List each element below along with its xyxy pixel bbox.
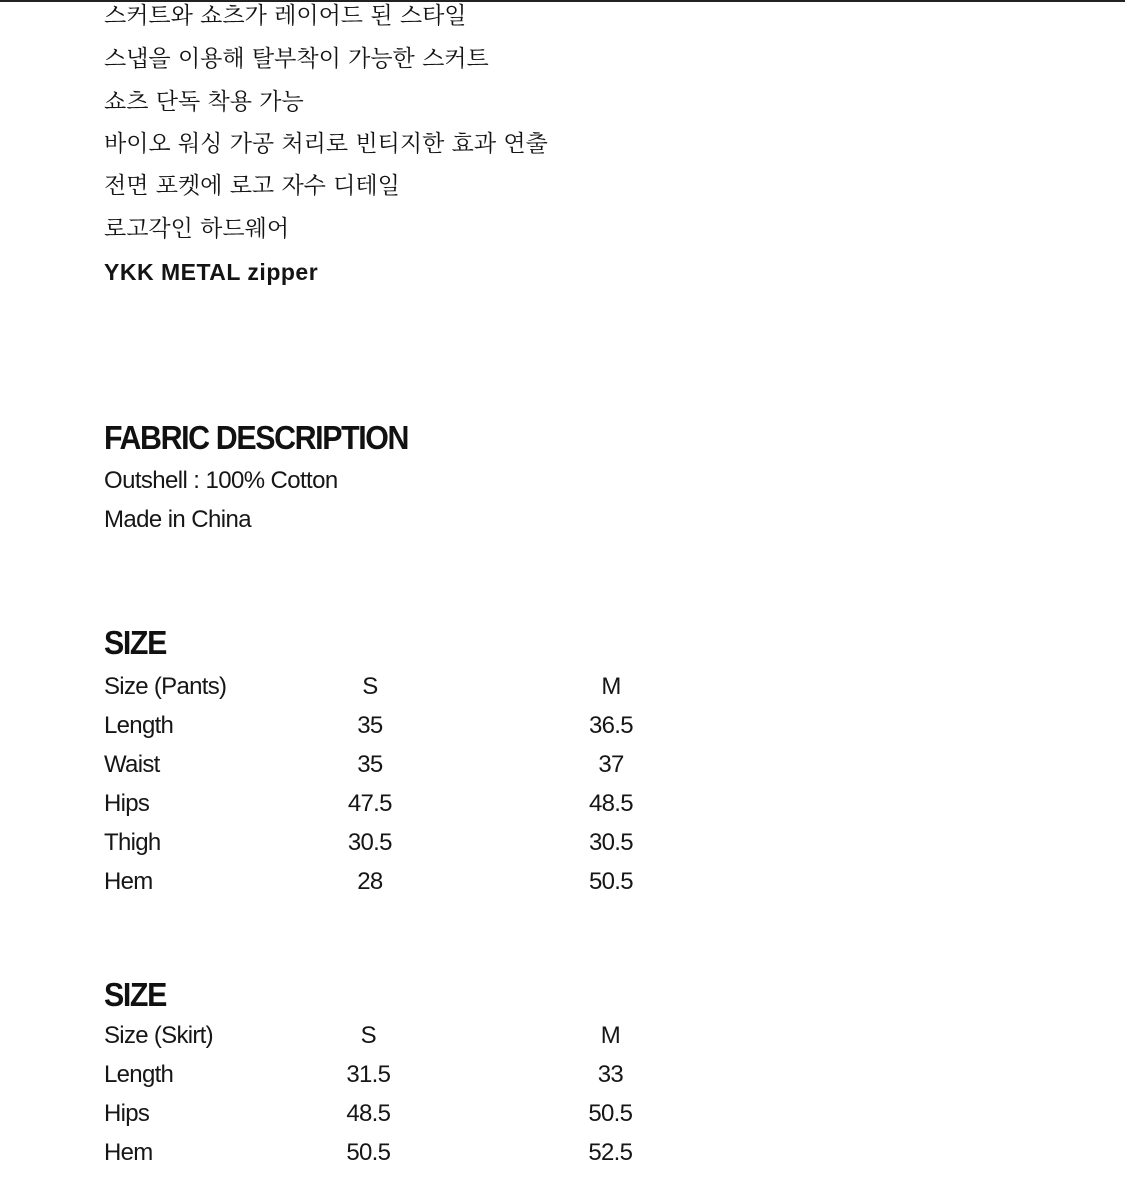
table-cell: 52.5 [588, 1138, 633, 1166]
table-row [104, 784, 704, 823]
table-row [104, 745, 704, 784]
feature-item: 스냅을 이용해 탈부착이 가능한 스커트 [104, 46, 489, 72]
table-header-cell: S [362, 672, 378, 700]
feature-item: 쇼츠 단독 착용 가능 [104, 89, 304, 115]
table-row [104, 862, 704, 901]
table-row [104, 823, 704, 862]
size-pants-table [104, 667, 704, 901]
feature-item: 스커트와 쇼츠가 레이어드 된 스타일 [104, 3, 467, 29]
table-header-cell: Size (Pants) [104, 672, 227, 700]
feature-item: 로고각인 하드웨어 [104, 216, 290, 242]
table-header-cell: S [360, 1021, 376, 1049]
table-cell: 37 [598, 750, 624, 778]
fabric-outshell: Outshell : 100% Cotton [104, 467, 338, 494]
table-header-cell: M [600, 1021, 620, 1049]
size-skirt-heading: SIZE [104, 976, 166, 1013]
table-row [104, 706, 704, 745]
table-cell: 48.5 [346, 1099, 391, 1127]
table-cell: Length [104, 711, 174, 739]
table-row [104, 1094, 704, 1133]
table-header-cell: Size (Skirt) [104, 1021, 213, 1049]
size-skirt-table [104, 1016, 704, 1172]
table-cell: 28 [357, 867, 383, 895]
table-cell: 50.5 [346, 1138, 391, 1166]
table-cell: Hips [104, 1099, 150, 1127]
feature-item: 전면 포켓에 로고 자수 디테일 [104, 173, 400, 199]
table-row [104, 1055, 704, 1094]
table-cell: 35 [357, 711, 383, 739]
table-cell: Hem [104, 867, 153, 895]
table-cell: 30.5 [347, 828, 392, 856]
table-cell: 36.5 [589, 711, 633, 739]
feature-item: YKK METAL zipper [104, 259, 319, 285]
table-cell: 50.5 [589, 867, 633, 895]
table-header-cell: M [601, 672, 621, 700]
table-cell: 31.5 [346, 1060, 391, 1088]
table-cell: 30.5 [589, 828, 633, 856]
fabric-origin: Made in China [104, 506, 251, 533]
table-cell: 47.5 [347, 789, 392, 817]
table-cell: Waist [104, 750, 160, 778]
table-row [104, 1133, 704, 1172]
table-cell: Hips [104, 789, 150, 817]
table-cell: 35 [357, 750, 383, 778]
table-cell: 48.5 [589, 789, 633, 817]
table-cell: Hem [104, 1138, 153, 1166]
size-pants-heading: SIZE [104, 624, 166, 661]
table-header-row [104, 1016, 704, 1055]
table-cell: Thigh [104, 828, 161, 856]
table-cell: Length [104, 1060, 174, 1088]
feature-item: 바이오 워싱 가공 처리로 빈티지한 효과 연출 [104, 131, 548, 157]
fabric-heading: FABRIC DESCRIPTION [104, 419, 409, 456]
table-cell: 50.5 [588, 1099, 633, 1127]
table-header-row [104, 667, 704, 706]
table-cell: 33 [597, 1060, 623, 1088]
